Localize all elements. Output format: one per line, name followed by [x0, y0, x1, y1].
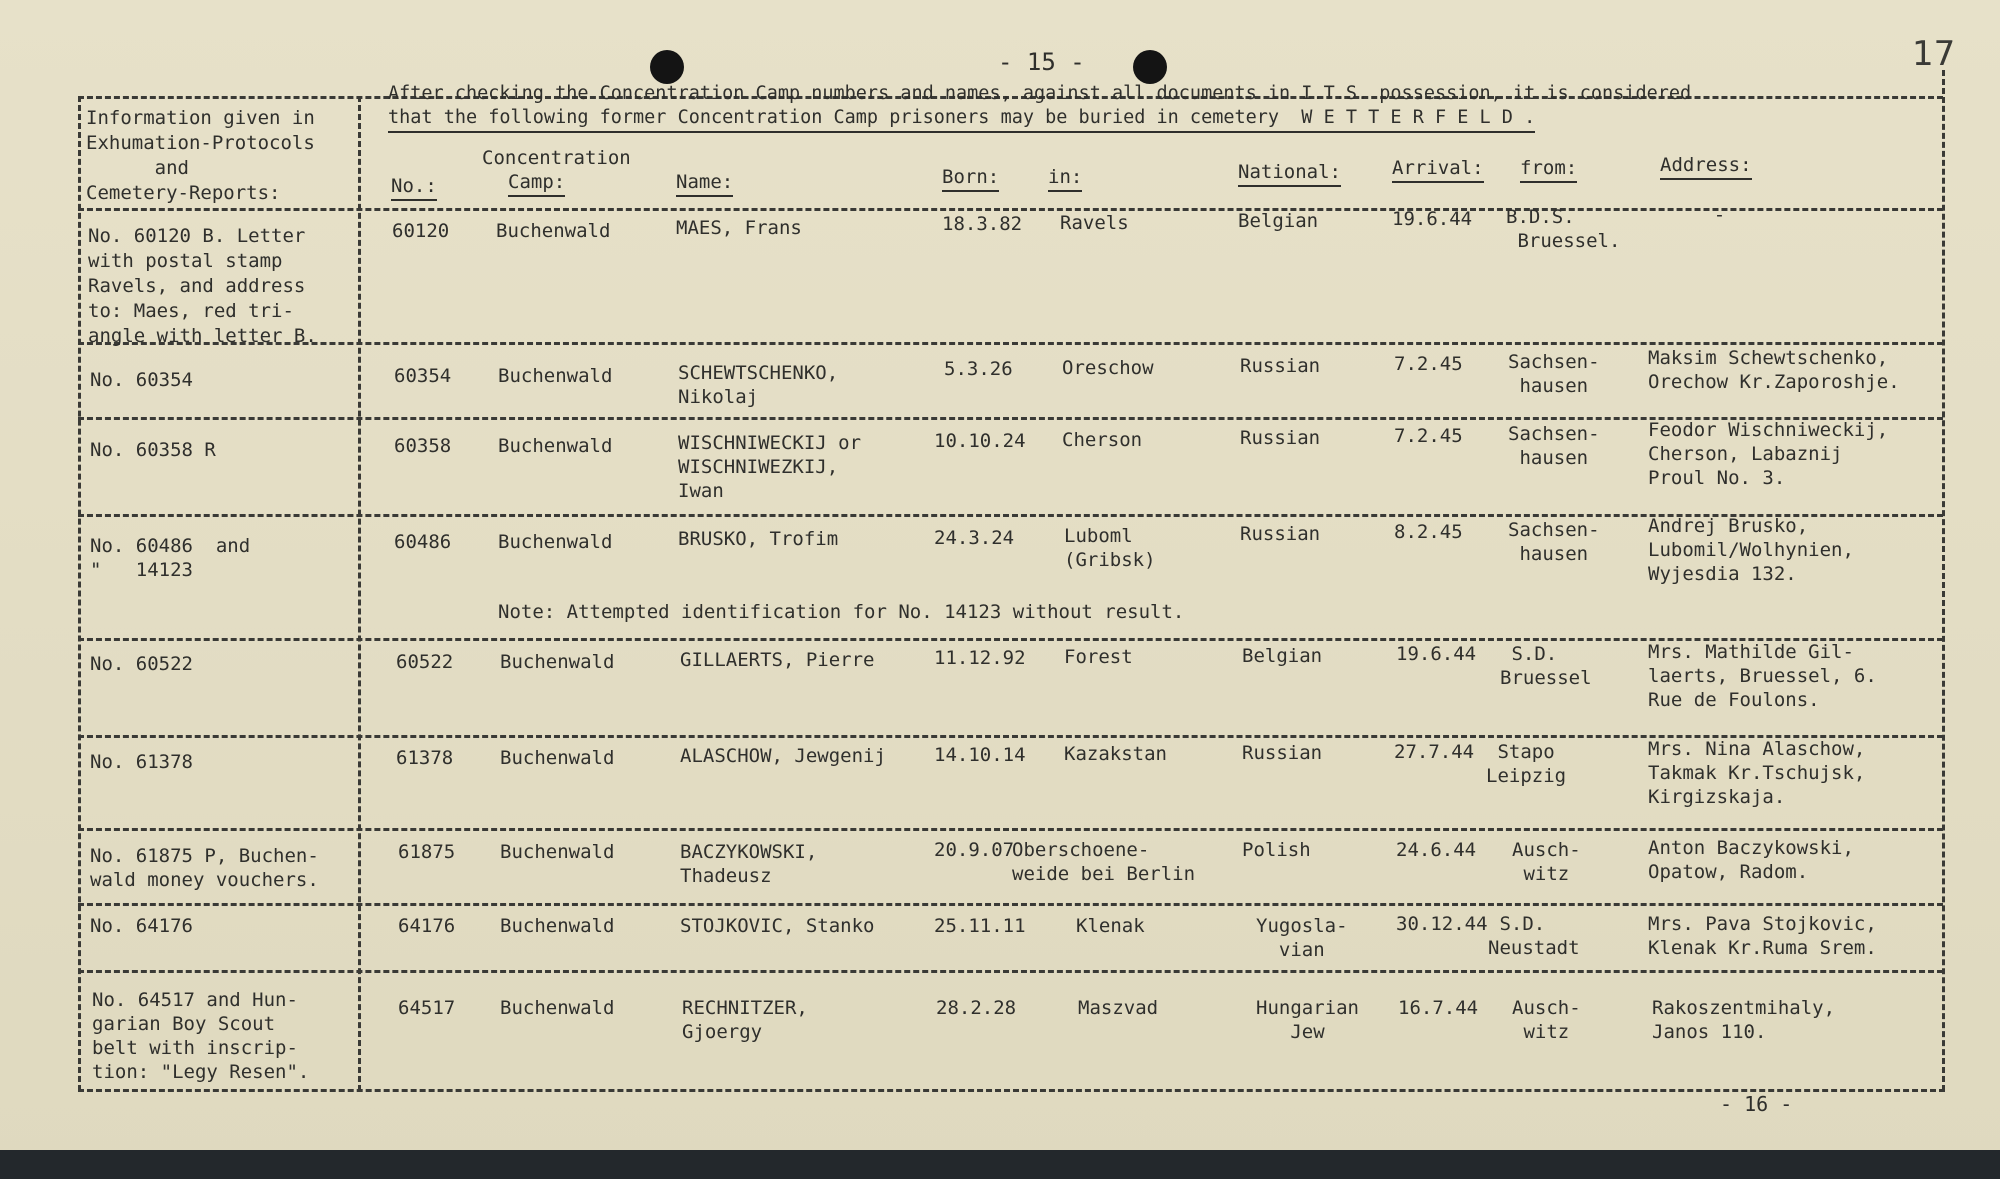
top-page-number: - 15 - — [998, 48, 1085, 76]
row-no: 60486 — [394, 531, 452, 553]
row-born: 18.3.82 — [942, 213, 1023, 235]
row-born: 25.11.11 — [934, 915, 1026, 937]
row-national: Yugosla- vian — [1256, 915, 1348, 961]
frame-left-line — [78, 96, 81, 1091]
row-address: Mrs. Mathilde Gil- laerts, Bruessel, 6. Rue de Foulons. — [1648, 641, 1877, 711]
row-address: Rakoszentmihaly, Janos 110. — [1652, 997, 1836, 1043]
row-info: No. 60486 and " 14123 — [90, 535, 251, 581]
row-address: Andrej Brusko, Lubomil/Wolhynien, Wyjesdia 132. — [1648, 515, 1854, 585]
row-address: - — [1668, 204, 1726, 226]
row-info: No. 61875 P, Buchen- wald money vouchers. — [90, 845, 319, 891]
row-in: Maszvad — [1078, 997, 1159, 1019]
row-in: Forest — [1064, 646, 1133, 668]
row-address: Mrs. Nina Alaschow, Takmak Kr.Tschujsk, Kirgizskaja. — [1648, 738, 1866, 808]
row-from: S.D. Bruessel — [1500, 643, 1592, 689]
column-header-arrival: Arrival: — [1392, 156, 1484, 183]
column-divider-line — [358, 96, 361, 1091]
row-no: 60358 — [394, 435, 452, 457]
row-separator — [78, 903, 1943, 906]
row-in: Oberschoene- weide bei Berlin — [1012, 839, 1196, 885]
row-from: Ausch- witz — [1512, 839, 1581, 885]
column-header-from: from: — [1520, 156, 1577, 183]
row-camp: Buchenwald — [498, 531, 613, 553]
row-info: No. 60354 — [90, 369, 193, 391]
row-from: B.D.S. Bruessel. — [1506, 206, 1621, 252]
row-national: Belgian — [1238, 210, 1319, 232]
punch-hole-left — [650, 50, 684, 84]
row-no: 60120 — [392, 220, 450, 242]
corner-page-number: 17 — [1912, 34, 1956, 74]
row-born: 24.3.24 — [934, 527, 1015, 549]
row-name: STOJKOVIC, Stanko — [680, 915, 875, 937]
bottom-page-number: - 16 - — [1720, 1092, 1793, 1116]
row-address: Anton Baczykowski, Opatow, Radom. — [1648, 837, 1854, 883]
row-national: Russian — [1240, 427, 1321, 449]
row-arrival: 8.2.45 — [1394, 521, 1463, 543]
row-camp: Buchenwald — [498, 365, 613, 387]
row-in: Oreschow — [1062, 357, 1154, 379]
row-info: No. 60120 B. Letter with postal stamp Ravels, and address to: Maes, red tri- angle with letter B. — [88, 225, 317, 347]
row-info: No. 60358 R — [90, 439, 216, 461]
row-arrival: 30.12.44 — [1396, 913, 1488, 935]
row-info: No. 64517 and Hun- garian Boy Scout belt with inscrip- tion: "Legy Resen". — [92, 989, 310, 1083]
row-arrival: 16.7.44 — [1398, 997, 1479, 1019]
row-from: Ausch- witz — [1512, 997, 1581, 1043]
scan-bottom-edge — [0, 1150, 2000, 1179]
left-column-header: Information given in Exhumation-Protocols and Cemetery-Reports: — [86, 107, 315, 204]
row-camp: Buchenwald — [500, 747, 615, 769]
row-from: Stapo Leipzig — [1486, 741, 1567, 787]
column-header-camp-top: Concentration — [482, 147, 631, 169]
row-born: 11.12.92 — [934, 647, 1026, 669]
row-national: Russian — [1240, 523, 1321, 545]
row-arrival: 19.6.44 — [1396, 643, 1477, 665]
row-camp: Buchenwald — [500, 915, 615, 937]
row-arrival: 7.2.45 — [1394, 353, 1463, 375]
column-header-national: National: — [1238, 160, 1341, 187]
intro-line-2: that the following former Concentration Camp prisoners may be buried in cemetery W E T T E R F E L D . — [388, 106, 1535, 133]
frame-bottom-line — [78, 1089, 1945, 1092]
row-from: Sachsen- hausen — [1508, 519, 1600, 565]
row-info: No. 64176 — [90, 915, 193, 937]
row-separator — [78, 342, 1943, 345]
row-name: ALASCHOW, Jewgenij — [680, 745, 886, 767]
row-national: Belgian — [1242, 645, 1323, 667]
row-no: 64517 — [398, 997, 456, 1019]
row-no: 64176 — [398, 915, 456, 937]
row-in: Cherson — [1062, 429, 1143, 451]
row-arrival: 19.6.44 — [1392, 208, 1473, 230]
column-header-no: No.: — [391, 174, 437, 201]
row-in: Luboml (Gribsk) — [1064, 525, 1156, 571]
row-born: 5.3.26 — [944, 358, 1013, 380]
row-no: 61875 — [398, 841, 456, 863]
row-no: 60354 — [394, 365, 452, 387]
punch-hole-right — [1133, 50, 1167, 84]
row-in: Ravels — [1060, 212, 1129, 234]
column-header-camp: Camp: — [508, 170, 565, 197]
row-from: Sachsen- hausen — [1508, 423, 1600, 469]
row-name: SCHEWTSCHENKO, Nikolaj — [678, 362, 839, 408]
row-name: GILLAERTS, Pierre — [680, 649, 875, 671]
row-info: No. 61378 — [90, 751, 193, 773]
row-name: WISCHNIWECKIJ or WISCHNIWEZKIJ, Iwan — [678, 432, 862, 502]
row-name: BRUSKO, Trofim — [678, 528, 839, 550]
row-camp: Buchenwald — [500, 841, 615, 863]
row-note: Note: Attempted identification for No. 14123 without result. — [498, 601, 1185, 623]
row-arrival: 27.7.44 — [1394, 741, 1475, 763]
intro-line-1: After checking the Concentration Camp numbers and names, against all documents in I.T.S. possession, it is considered — [388, 83, 1692, 104]
row-address: Mrs. Pava Stojkovic, Klenak Kr.Ruma Srem. — [1648, 913, 1877, 959]
column-header-address: Address: — [1660, 153, 1752, 180]
row-from: S.D. Neustadt — [1488, 913, 1580, 959]
row-info: No. 60522 — [90, 653, 193, 675]
row-national: Hungarian Jew — [1256, 997, 1359, 1043]
row-camp: Buchenwald — [498, 435, 613, 457]
row-address: Maksim Schewtschenko, Orechow Kr.Zaporoshje. — [1648, 347, 1900, 393]
row-camp: Buchenwald — [500, 997, 615, 1019]
row-national: Polish — [1242, 839, 1311, 861]
column-header-born: Born: — [942, 165, 999, 192]
row-name: BACZYKOWSKI, Thadeusz — [680, 841, 818, 887]
row-no: 61378 — [396, 747, 454, 769]
row-camp: Buchenwald — [496, 220, 611, 242]
row-arrival: 7.2.45 — [1394, 425, 1463, 447]
row-name: RECHNITZER, Gjoergy — [682, 997, 808, 1043]
frame-right-line — [1942, 70, 1945, 1091]
column-header-in: in: — [1048, 165, 1082, 192]
row-national: Russian — [1240, 355, 1321, 377]
header-separator — [78, 208, 1943, 211]
row-national: Russian — [1242, 742, 1323, 764]
row-born: 28.2.28 — [936, 997, 1017, 1019]
row-from: Sachsen- hausen — [1508, 351, 1600, 397]
row-arrival: 24.6.44 — [1396, 839, 1477, 861]
row-separator — [78, 970, 1943, 973]
row-born: 14.10.14 — [934, 744, 1026, 766]
row-name: MAES, Frans — [676, 217, 802, 239]
row-camp: Buchenwald — [500, 651, 615, 673]
row-born: 20.9.07 — [934, 839, 1015, 861]
row-in: Klenak — [1076, 915, 1145, 937]
column-header-name: Name: — [676, 170, 733, 197]
row-born: 10.10.24 — [934, 430, 1026, 452]
row-separator — [78, 828, 1943, 831]
row-no: 60522 — [396, 651, 454, 673]
row-address: Feodor Wischniweckij, Cherson, Labaznij Proul No. 3. — [1648, 419, 1889, 489]
row-in: Kazakstan — [1064, 743, 1167, 765]
